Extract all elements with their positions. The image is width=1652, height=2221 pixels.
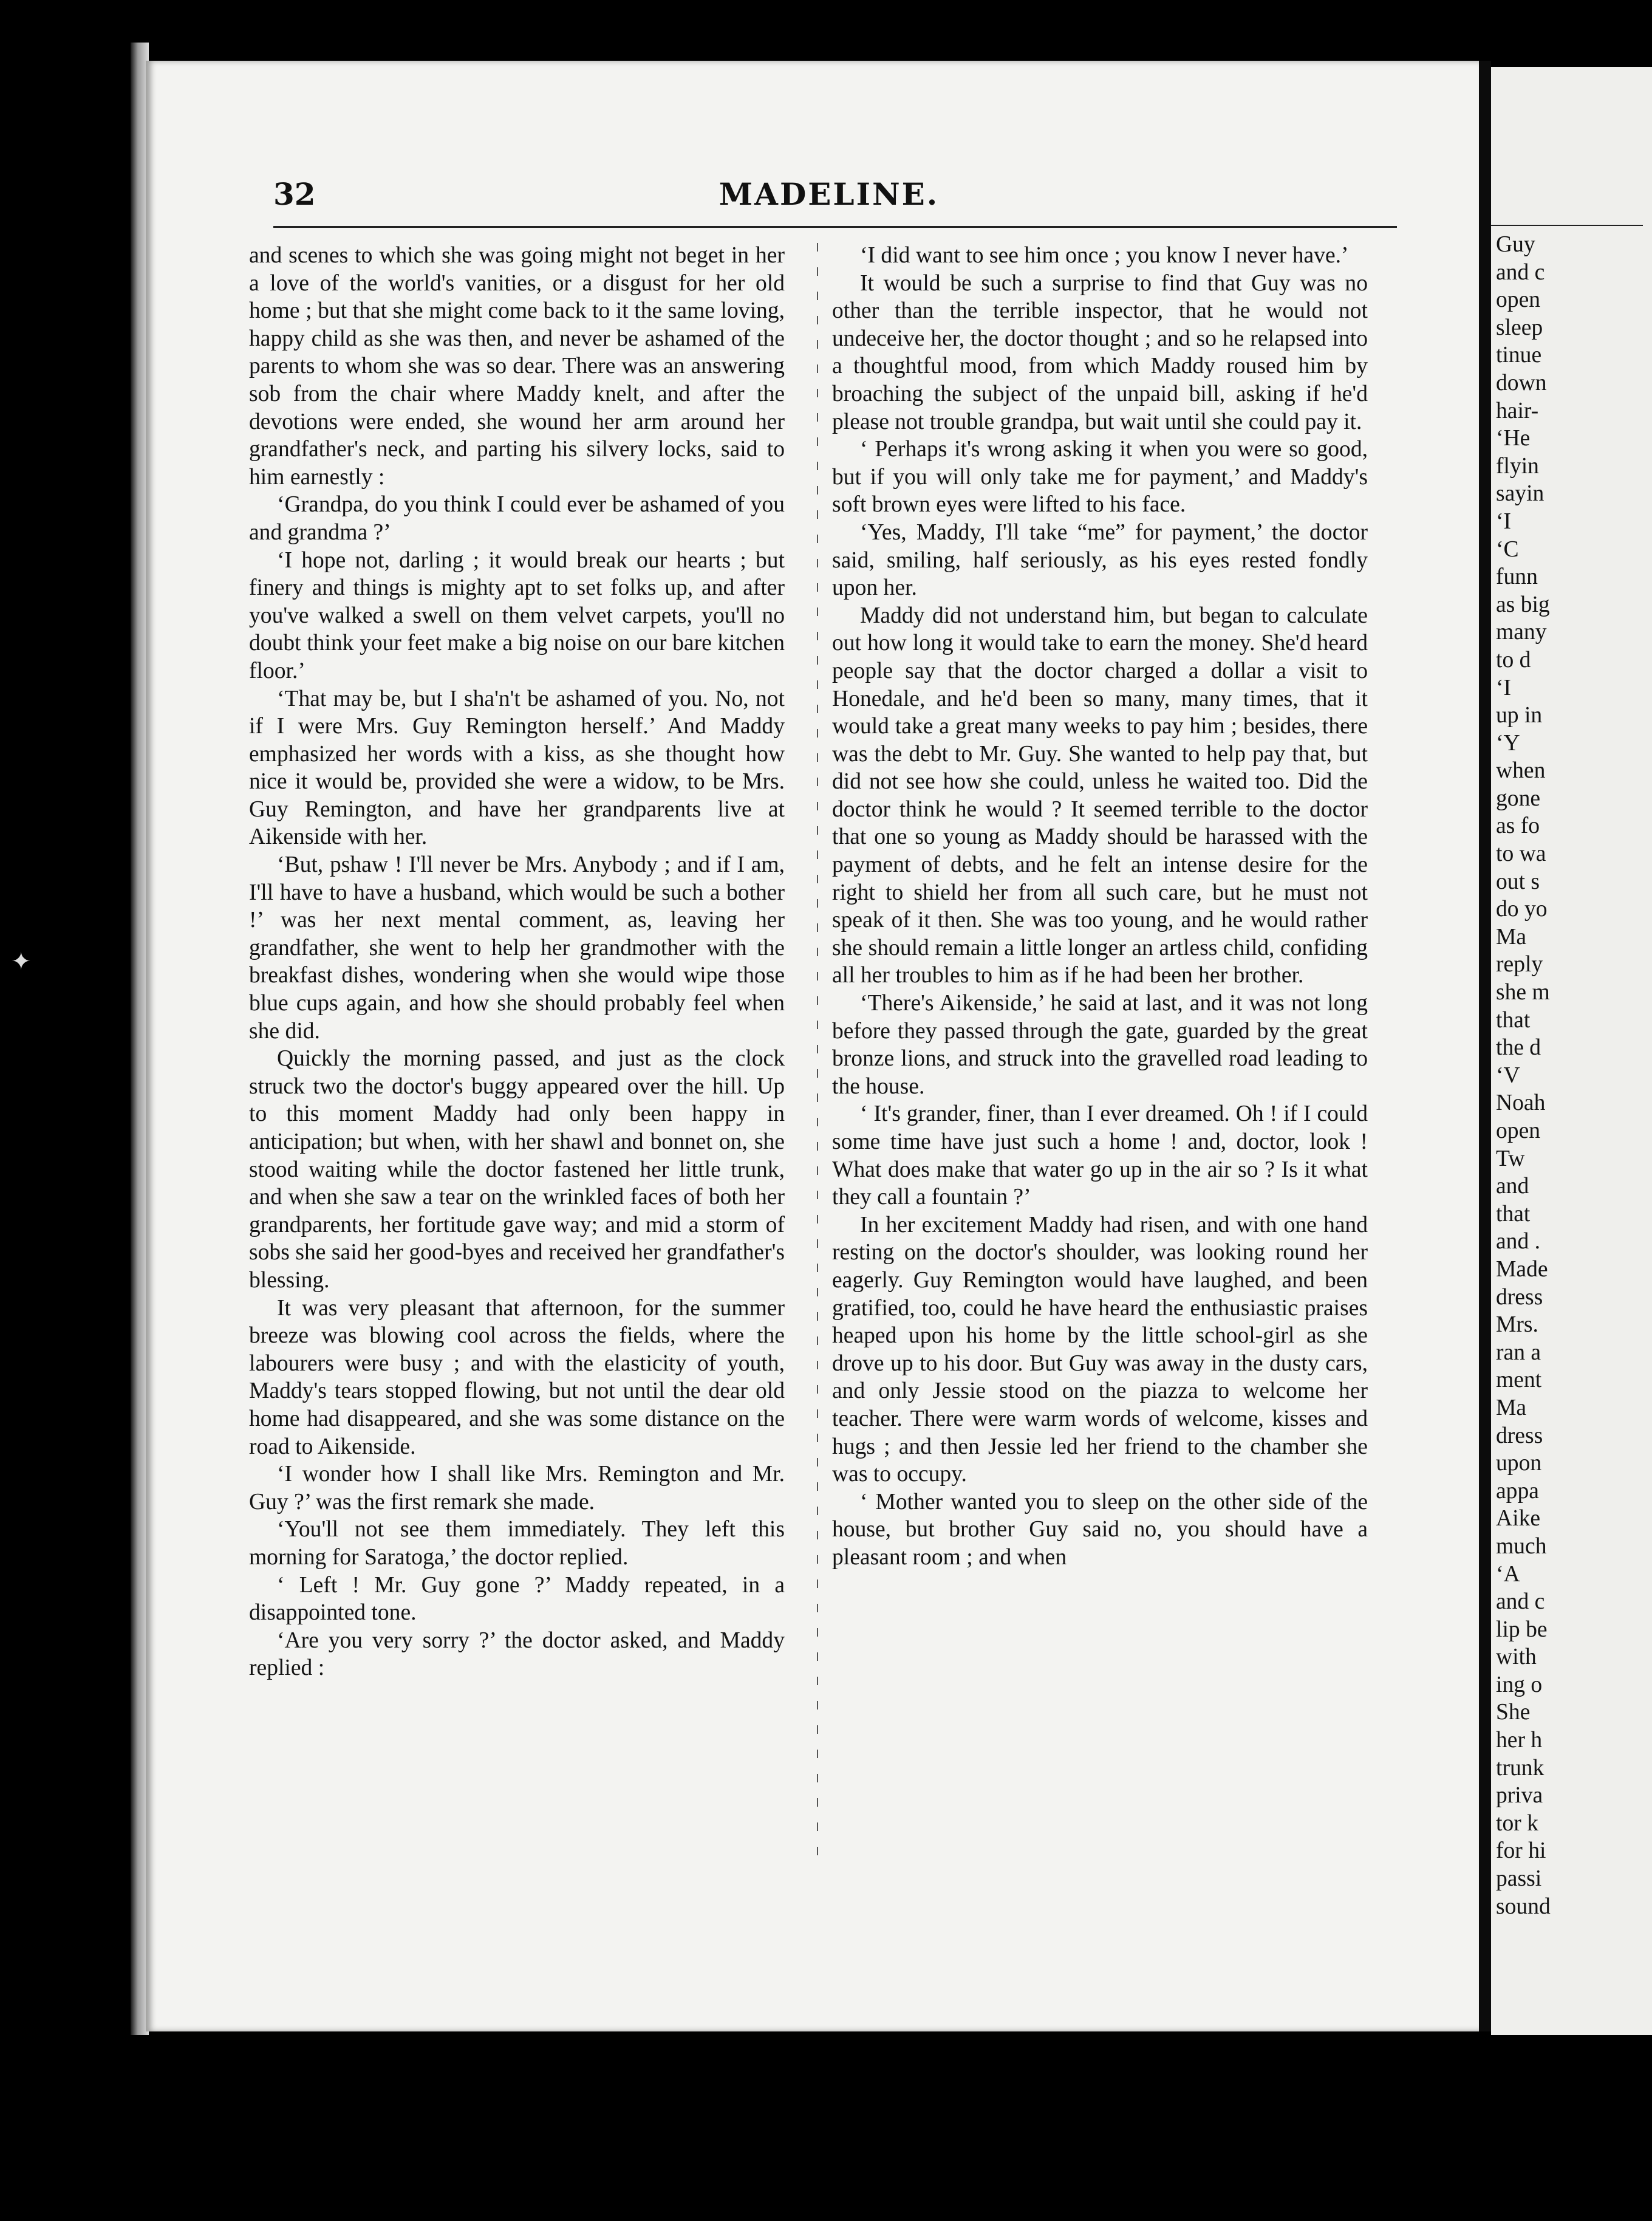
continued-paragraph: and scenes to which she was going might not beget in her a love of the world's vanities, or a disgust for her old home ; but that she might come back to it the same loving, happy child as she was then, and never be ashamed of the parents to whom she was so dear. There was an answering sob from the chair where Maddy knelt, and after the devotions were ended, she wound her arm around her grandfather's neck, and parting his silvery locks, said to him earnestly : — [249, 243, 785, 490]
paragraph: It would be such a surprise to find that Guy was no other than the terrible inspector, that he would not undeceive her, the doctor thought ; and so he relapsed into a thoughtful mood, from which Maddy roused him by broaching the subject of the unpaid bill, asking if he'd please not trouble grandpa, but wait until she could pay it. — [832, 270, 1368, 434]
running-title: MADELINE. — [718, 176, 940, 212]
page-gutter — [1479, 61, 1491, 2031]
facing-page-line-fragment: sleep — [1496, 315, 1543, 340]
facing-page-line-fragment: ment — [1496, 1367, 1542, 1393]
facing-page-line-fragment: her h — [1496, 1728, 1543, 1753]
facing-page-line-fragment: down — [1496, 370, 1547, 395]
facing-page-line-fragment: ran a — [1496, 1340, 1541, 1365]
facing-page-line-fragment: that — [1496, 1201, 1531, 1227]
paragraph: ‘ Left ! Mr. Guy gone ?’ Maddy repeated, in a disappointed tone. — [249, 1572, 785, 1626]
left-text-column — [249, 242, 785, 1682]
facing-page-line-fragment: out s — [1496, 869, 1540, 894]
facing-page-line-fragment: ‘C — [1496, 536, 1519, 562]
facing-page-line-fragment: Tw — [1496, 1146, 1525, 1171]
paragraph: ‘I hope not, darling ; it would break our hearts ; but finery and things is mighty apt to set folks up, and after you've walked a swell on them velvet carpets, you'll no doubt think your feet make a big noise on our bare kitchen floor.’ — [249, 547, 785, 683]
facing-page-line-fragment: do yo — [1496, 897, 1548, 922]
paragraph: ‘That may be, but I sha'n't be ashamed of you. No, not if I were Mrs. Guy Remington herself.’ And Maddy emphasized her words with a kiss, as she thought how nice it would be, provided she were a widow, to be Mrs. Guy Remington, and have her grandparents live at Aikenside with her. — [249, 686, 785, 850]
facing-page-line-fragment: up in — [1496, 703, 1543, 728]
paragraph: Quickly the morning passed, and just as the clock struck two the doctor's buggy appeared over the hill. Up to this moment Maddy had only been happy in anticipation; but when, with her shawl and bonnet on, she stood waiting while the doctor fastened her little trunk, and when she saw a tear on the wrinkled faces of both her grandparents, her fortitude gave way; and mid a storm of sobs she said her good-byes and received her grandfather's blessing. — [249, 1046, 785, 1293]
facing-page-line-fragment: and c — [1496, 259, 1545, 285]
facing-page-line-fragment: tor k — [1496, 1810, 1538, 1836]
facing-page-line-fragment: ‘I — [1496, 675, 1512, 700]
paragraph: It was very pleasant that afternoon, for the summer breeze was blowing cool across the fields, where the labourers were busy ; and with the elasticity of youth, Maddy's tears stopped flowing, but not until the dear old home had disappeared, and she was some distance on the road to Aikenside. — [249, 1295, 785, 1459]
facing-page-line-fragment: ‘A — [1496, 1561, 1520, 1587]
facing-page-line-fragment: funn — [1496, 564, 1538, 590]
facing-page-line-fragment: upon — [1496, 1451, 1542, 1476]
paragraph: ‘I wonder how I shall like Mrs. Remington and Mr. Guy ?’ was the first remark she made. — [249, 1462, 785, 1514]
paragraph: Maddy did not understand him, but began to calculate out how long it would take to earn the money. She'd heard people say that the doctor charged a dollar a visit to Honedale, and he'd been so many, many times, that it would take a great many weeks to pay him ; besides, there was the debt to Mr. Guy. She wanted to help pay that, but did not see how she could, unless he waited too. Did the doctor think he would ? It seemed terrible to the doctor that one so young as Maddy should be harassed with the payment of debts, and he felt an intense desire for the right to shield her from all such care, but he must not speak of it then. She was too young, and he would rather she should remain a little longer an artless child, confiding all her troubles to him as if he had been her brother. — [832, 603, 1368, 988]
paragraph: ‘Grandpa, do you think I could ever be ashamed of you and grandma ?’ — [249, 492, 785, 545]
facing-page-line-fragment: to d — [1496, 647, 1531, 672]
facing-page-line-fragment: tinue — [1496, 343, 1542, 368]
facing-page-edge — [1491, 67, 1652, 2035]
facing-page-line-fragment: open — [1496, 287, 1541, 313]
facing-page-line-fragment: the d — [1496, 1035, 1541, 1061]
paragraph: ‘Are you very sorry ?’ the doctor asked, and Maddy replied : — [249, 1627, 785, 1681]
facing-page-line-fragment: with — [1496, 1644, 1537, 1670]
facing-page-line-fragment: gone — [1496, 785, 1541, 811]
facing-page-line-fragment: priva — [1496, 1783, 1543, 1809]
facing-page-line-fragment: dress — [1496, 1423, 1543, 1448]
facing-page-line-fragment: lip be — [1496, 1617, 1548, 1642]
facing-page-line-fragment: as fo — [1496, 813, 1540, 839]
facing-page-line-fragment: trunk — [1496, 1755, 1544, 1781]
facing-page-line-fragment: ing o — [1496, 1672, 1543, 1697]
page-number: 32 — [273, 176, 316, 212]
facing-page-line-fragment: many — [1496, 620, 1547, 645]
facing-page-line-fragment: much — [1496, 1533, 1547, 1559]
column-divider — [817, 243, 818, 1859]
facing-page-line-fragment: and . — [1496, 1229, 1541, 1254]
paragraph: ‘ Perhaps it's wrong asking it when you were so good, but if you will only take me for payment,’ and Maddy's soft brown eyes were lifted to his face. — [832, 437, 1368, 518]
facing-page-line-fragment: sound — [1496, 1894, 1551, 1919]
facing-page-line-fragment: she m — [1496, 980, 1550, 1005]
right-text-column — [832, 242, 1368, 1572]
facing-page-line-fragment: Guy — [1496, 232, 1535, 257]
facing-page-line-fragment: hair- — [1496, 398, 1539, 423]
facing-page-line-fragment: Ma — [1496, 924, 1527, 950]
facing-page-line-fragment: She — [1496, 1700, 1531, 1725]
facing-page-line-fragment: and — [1496, 1174, 1529, 1199]
paragraph: ‘ Mother wanted you to sleep on the other side of the house, but brother Guy said no, you should have a pleasant room ; and when — [832, 1489, 1368, 1570]
facing-page-line-fragment: sayin — [1496, 481, 1544, 507]
paragraph: ‘Yes, Maddy, I'll take “me” for payment,’ the doctor said, smiling, half seriously, as his eyes rested fondly upon her. — [832, 519, 1368, 601]
facing-page-line-fragment: Aike — [1496, 1506, 1541, 1531]
facing-page-line-fragment: flyin — [1496, 453, 1539, 479]
facing-page-line-fragment: reply — [1496, 952, 1543, 977]
facing-page-header-rule — [1491, 225, 1643, 226]
margin-smudge: ✦ — [11, 948, 32, 976]
facing-page-line-fragment: that — [1496, 1007, 1531, 1033]
facing-page-line-fragment: for hi — [1496, 1838, 1546, 1864]
facing-page-line-fragment: dress — [1496, 1284, 1543, 1310]
paragraph: ‘I did want to see him once ; you know I never have.’ — [860, 243, 1349, 268]
facing-page-line-fragment: ‘I — [1496, 508, 1512, 534]
facing-page-line-fragment: Noah — [1496, 1090, 1546, 1116]
facing-page-line-fragment: Mrs. — [1496, 1312, 1538, 1338]
facing-page-line-fragment: ‘Y — [1496, 730, 1520, 756]
facing-page-line-fragment: ‘He — [1496, 426, 1531, 451]
facing-page-line-fragment: when — [1496, 758, 1546, 784]
facing-page-line-fragment: open — [1496, 1118, 1541, 1143]
page-header — [273, 176, 1385, 219]
facing-page-line-fragment: as big — [1496, 592, 1550, 617]
facing-page-line-fragment: Ma — [1496, 1395, 1527, 1420]
facing-page-line-fragment: appa — [1496, 1478, 1539, 1504]
facing-page-line-fragment: Made — [1496, 1256, 1548, 1282]
paragraph: ‘ It's grander, finer, than I ever dreamed. Oh ! if I could some time have just such a home ! and, doctor, look ! What does make that water go up in the air so ? Is it what they call a fountain ?’ — [832, 1101, 1368, 1210]
facing-page-line-fragment: ‘V — [1496, 1063, 1520, 1088]
facing-page-line-fragment: passi — [1496, 1866, 1542, 1892]
facing-page-line-fragment: to wa — [1496, 841, 1546, 867]
paragraph: In her excitement Maddy had risen, and with one hand resting on the doctor's shoulder, was looking round her eagerly. Guy Remington would have laughed, and been gratified, too, could he have heard the enthusiastic praises heaped upon his home by the little school-girl as she drove up to his door. But Guy was away in the dusty cars, and only Jessie stood on the piazza to welcome her teacher. There were warm words of welcome, kisses and hugs ; and then Jessie led her friend to the chamber she was to occupy. — [832, 1212, 1368, 1487]
facing-page-line-fragment: and c — [1496, 1589, 1545, 1615]
paragraph: ‘But, pshaw ! I'll never be Mrs. Anybody ; and if I am, I'll have to have a husband, which would be such a bother !’ was her next mental comment, as, leaving her grandfather, she went to help her grandmother with the breakfast dishes, wondering when she would wipe those blue cups again, and how she should probably feel when she did. — [249, 852, 785, 1044]
paragraph: ‘You'll not see them immediately. They left this morning for Saratoga,’ the doctor replied. — [249, 1517, 785, 1570]
paragraph: ‘There's Aikenside,’ he said at last, and it was not long before they passed through the gate, guarded by the great bronze lions, and struck into the gravelled road leading to the house. — [832, 991, 1368, 1099]
header-rule — [273, 226, 1397, 228]
